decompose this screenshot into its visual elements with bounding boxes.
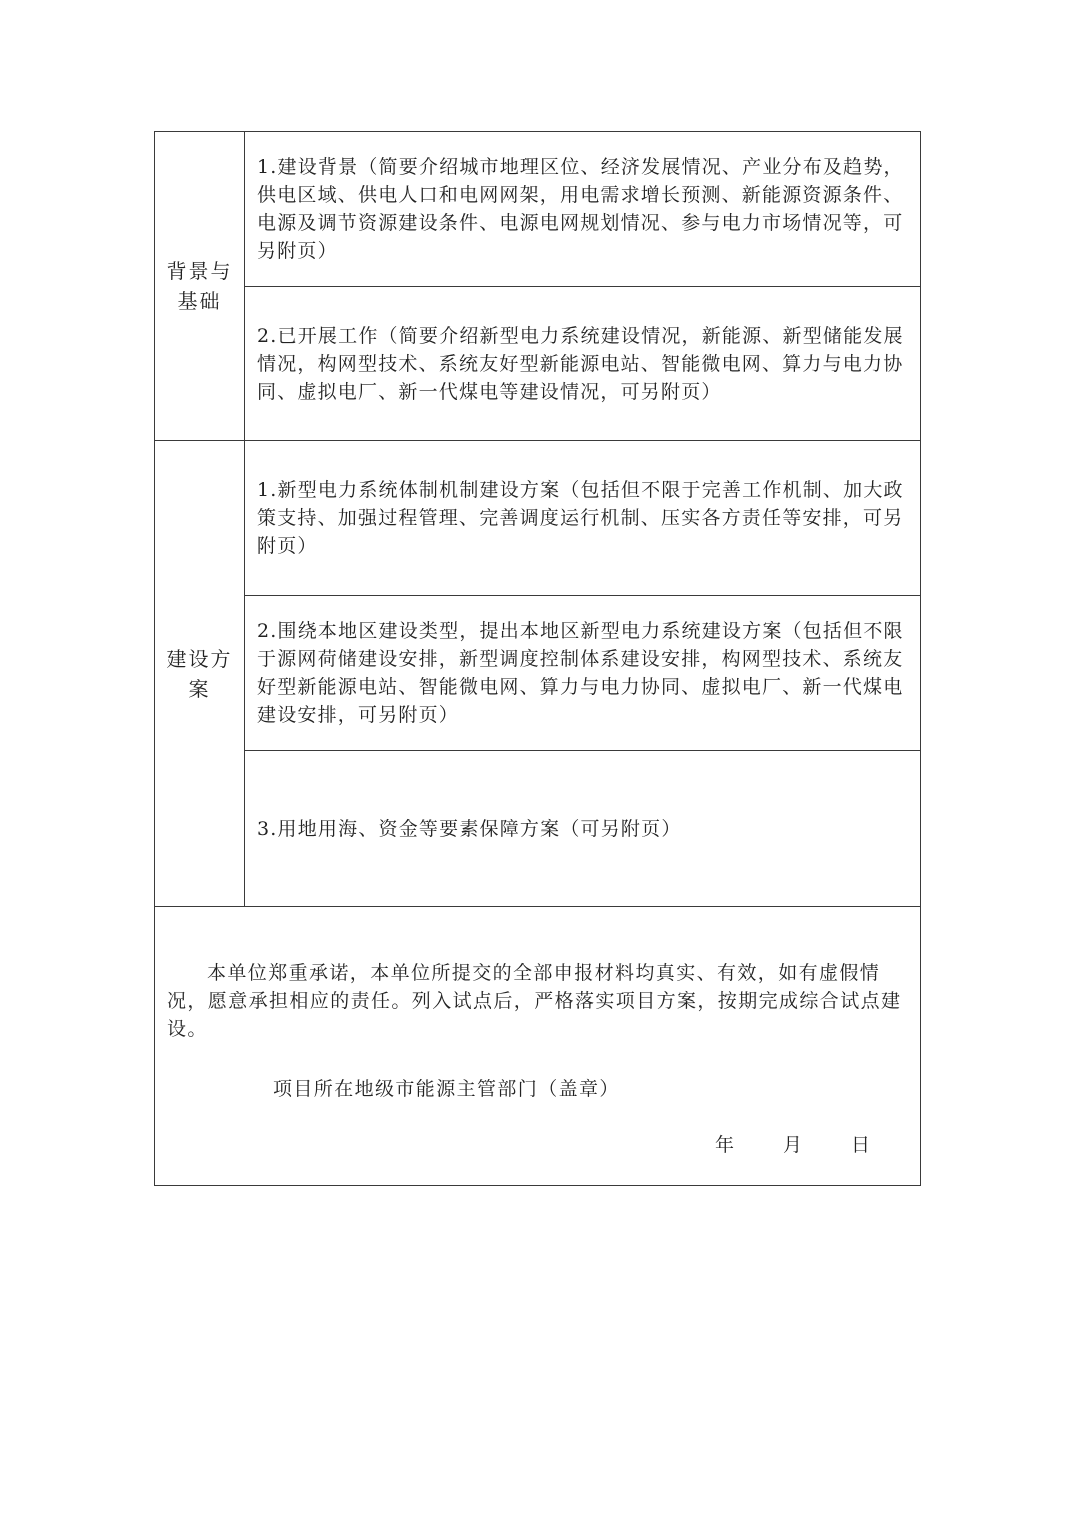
- section-label-plan: [155, 441, 245, 907]
- section-label-background: [155, 132, 245, 441]
- date-day: 日: [851, 1134, 871, 1156]
- background-item-2-text: 2.已开展工作（简要介绍新型电力系统建设情况，新能源、新型储能发展情况，构网型技术、系统友好型新能源电站、智能微电网、算力与电力协同、虚拟电厂、新一代煤电等建设情况，可另附页）: [257, 324, 904, 403]
- section-label-background-text: 背景与基础: [166, 259, 233, 313]
- plan-item-1-text: 1.新型电力系统体制机制建设方案（包括但不限于完善工作机制、加大政策支持、加强过程管理、完善调度运行机制、压实各方责任等安排，可另附页）: [257, 479, 904, 557]
- plan-item-3-text: 3.用地用海、资金等要素保障方案（可另附页）: [257, 817, 682, 840]
- date-line: [715, 1131, 919, 1159]
- background-item-construction-background: [245, 132, 920, 287]
- section-label-plan-text: 建设方案: [166, 646, 233, 701]
- commitment-statement: 本单位郑重承诺，本单位所提交的全部申报材料均真实、有效，如有虚假情况，愿意承担相应的责任。列入试点后，严格落实项目方案，按期完成综合试点建设。: [167, 962, 902, 1040]
- application-form-table: [154, 131, 921, 1186]
- plan-item-regional-construction: [245, 596, 920, 751]
- plan-item-institutional-mechanism: [245, 441, 920, 596]
- plan-item-2-text: 2.围绕本地区建设类型，提出本地区新型电力系统建设方案（包括但不限于源网荷储建设安排，新型调度控制体系建设安排，构网型技术、系统友好型新能源电站、智能微电网、算力与电力协同、虚拟电厂、新一代煤电建设安排，可另附页）: [257, 620, 904, 726]
- date-month: 月: [783, 1134, 803, 1156]
- commitment-block: [155, 907, 920, 1185]
- background-item-work-done: [245, 287, 920, 441]
- signing-department: 项目所在地级市能源主管部门（盖章）: [273, 1078, 620, 1100]
- date-year: 年: [715, 1134, 735, 1156]
- plan-item-resource-guarantee: [245, 751, 920, 907]
- background-item-1-text: 1.建设背景（简要介绍城市地理区位、经济发展情况、产业分布及趋势，供电区域、供电人口和电网网架，用电需求增长预测、新能源资源条件、电源及调节资源建设条件、电源电网规划情况、参与电力市场情况等，可另附页）: [257, 156, 904, 262]
